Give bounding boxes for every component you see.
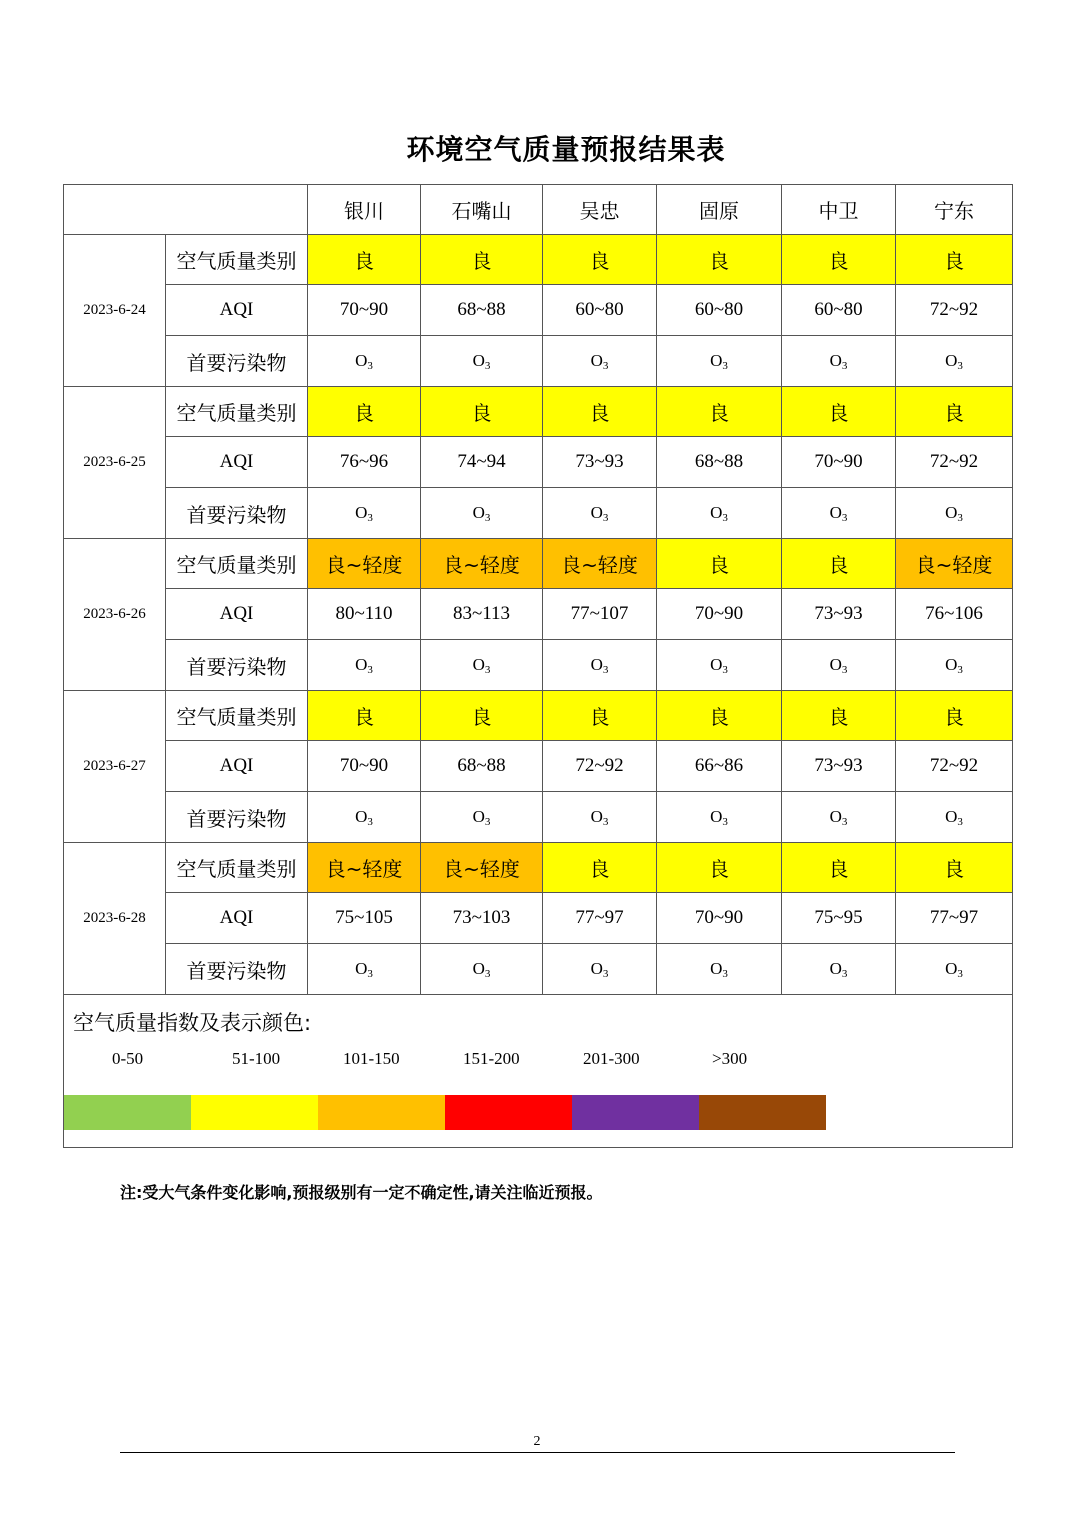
category-cell: 良~轻度 [308,843,421,893]
pollutant-symbol: O [710,350,723,370]
category-cell: 良 [896,691,1013,741]
category-cell: 良~轻度 [896,539,1013,589]
pollutant-cell [543,944,657,995]
footer-divider [120,1452,955,1453]
row-label-aqi: AQI [166,437,308,488]
pollutant-cell [896,336,1013,387]
pollutant-symbol: O [472,654,485,674]
category-cell: 良 [543,235,657,285]
aqi-cell: 72~92 [896,437,1013,488]
pollutant-cell [657,640,782,691]
pollutant-symbol: O [472,502,485,522]
city-header: 银川 [308,185,421,235]
pollutant-cell [782,488,896,539]
pollutant-symbol: O [355,502,368,522]
row-label-pollutant: 首要污染物 [166,488,308,539]
aqi-cell: 77~97 [543,893,657,944]
pollutant-symbol: O [710,654,723,674]
category-cell: 良 [421,387,543,437]
aqi-cell: 76~106 [896,589,1013,640]
legend-swatch [699,1095,826,1130]
pollutant-symbol: O [945,654,958,674]
legend-labels [64,1049,1012,1073]
pollutant-row [64,944,1013,995]
aqi-cell: 68~88 [657,437,782,488]
category-row [64,691,1013,741]
category-cell: 良~轻度 [421,539,543,589]
pollutant-symbol: O [590,502,603,522]
pollutant-symbol: O [945,350,958,370]
page-title: 环境空气质量预报结果表 [406,133,726,166]
header-row [64,185,1013,235]
pollutant-subscript: 3 [367,663,373,676]
aqi-cell: 74~94 [421,437,543,488]
pollutant-cell [421,336,543,387]
pollutant-cell [782,792,896,843]
pollutant-symbol: O [472,806,485,826]
pollutant-subscript: 3 [367,511,373,524]
row-label-category: 空气质量类别 [166,539,308,589]
city-header: 吴忠 [543,185,657,235]
pollutant-subscript: 3 [841,967,848,980]
pollutant-symbol: O [590,806,603,826]
pollutant-cell [421,488,543,539]
row-label-aqi: AQI [166,589,308,640]
city-header: 石嘴山 [421,185,543,235]
aqi-cell: 72~92 [896,285,1013,336]
category-cell: 良 [782,843,896,893]
aqi-cell: 72~92 [896,741,1013,792]
category-cell: 良 [308,691,421,741]
category-cell: 良 [543,843,657,893]
date-cell: 2023-6-25 [64,387,166,539]
pollutant-cell [543,336,657,387]
pollutant-subscript: 3 [484,359,491,372]
pollutant-cell [896,944,1013,995]
category-cell: 良 [782,691,896,741]
category-cell: 良 [896,843,1013,893]
pollutant-subscript: 3 [602,815,609,828]
pollutant-cell [421,944,543,995]
legend-swatch [318,1095,445,1130]
pollutant-subscript: 3 [602,663,609,676]
pollutant-subscript: 3 [957,815,963,828]
pollutant-subscript: 3 [367,359,373,372]
aqi-cell: 73~93 [782,741,896,792]
pollutant-symbol: O [829,350,842,370]
page-number: 2 [533,1434,541,1449]
category-cell: 良 [782,539,896,589]
pollutant-cell [896,792,1013,843]
pollutant-cell [543,488,657,539]
legend-range-label: 0-50 [112,1049,144,1068]
category-cell: 良 [421,691,543,741]
legend-range-label: 51-100 [232,1049,281,1068]
legend-range-label: >300 [712,1049,748,1068]
row-label-category: 空气质量类别 [166,843,308,893]
legend-range-label: 201-300 [583,1049,640,1068]
legend-range-label: 101-150 [343,1049,400,1068]
row-label-pollutant: 首要污染物 [166,640,308,691]
category-row [64,387,1013,437]
pollutant-subscript: 3 [957,663,963,676]
legend-swatch [445,1095,572,1130]
category-cell: 良 [896,235,1013,285]
city-header: 中卫 [782,185,896,235]
pollutant-cell [543,792,657,843]
pollutant-subscript: 3 [602,359,609,372]
pollutant-symbol: O [945,806,958,826]
aqi-cell: 73~93 [782,589,896,640]
pollutant-symbol: O [710,502,723,522]
category-cell: 良 [308,387,421,437]
forecast-table [63,184,1013,1148]
category-cell: 良 [657,539,782,589]
aqi-cell: 80~110 [308,589,421,640]
aqi-row [64,741,1013,792]
date-cell: 2023-6-27 [64,691,166,843]
aqi-cell: 60~80 [543,285,657,336]
legend-title: 空气质量指数及表示颜色: [73,1011,312,1035]
category-cell: 良 [657,235,782,285]
category-cell: 良 [543,387,657,437]
date-cell: 2023-6-28 [64,843,166,995]
legend-swatch [572,1095,699,1130]
aqi-cell: 76~96 [308,437,421,488]
aqi-cell: 60~80 [657,285,782,336]
footnote: 注:受大气条件变化影响,预报级别有一定不确定性,请关注临近预报。 [120,1183,603,1202]
pollutant-subscript: 3 [484,815,491,828]
category-cell: 良~轻度 [308,539,421,589]
pollutant-symbol: O [355,958,368,978]
aqi-cell: 75~105 [308,893,421,944]
category-cell: 良~轻度 [421,843,543,893]
aqi-row [64,285,1013,336]
date-cell: 2023-6-24 [64,235,166,387]
category-cell: 良 [543,691,657,741]
pollutant-symbol: O [355,654,368,674]
aqi-row [64,437,1013,488]
pollutant-symbol: O [590,654,603,674]
pollutant-cell [308,944,421,995]
pollutant-subscript: 3 [957,967,963,980]
row-label-pollutant: 首要污染物 [166,792,308,843]
pollutant-subscript: 3 [841,359,848,372]
row-label-aqi: AQI [166,285,308,336]
category-cell: 良 [308,235,421,285]
pollutant-subscript: 3 [841,663,848,676]
aqi-cell: 70~90 [308,741,421,792]
pollutant-cell [421,792,543,843]
legend-swatch [191,1095,318,1130]
legend-range-label: 151-200 [463,1049,520,1068]
aqi-cell: 68~88 [421,741,543,792]
category-cell: 良 [421,235,543,285]
pollutant-subscript: 3 [484,511,491,524]
category-row [64,843,1013,893]
pollutant-cell [782,944,896,995]
pollutant-row [64,336,1013,387]
pollutant-subscript: 3 [484,663,491,676]
aqi-cell: 77~97 [896,893,1013,944]
pollutant-subscript: 3 [602,967,609,980]
row-label-pollutant: 首要污染物 [166,944,308,995]
aqi-cell: 83~113 [421,589,543,640]
aqi-cell: 68~88 [421,285,543,336]
pollutant-subscript: 3 [367,815,373,828]
pollutant-symbol: O [829,806,842,826]
pollutant-row [64,640,1013,691]
aqi-cell: 70~90 [657,893,782,944]
pollutant-symbol: O [472,350,485,370]
row-label-category: 空气质量类别 [166,235,308,285]
row-label-aqi: AQI [166,893,308,944]
legend-swatch [64,1095,191,1130]
pollutant-symbol: O [590,958,603,978]
pollutant-symbol: O [710,806,723,826]
pollutant-symbol: O [355,806,368,826]
aqi-cell: 60~80 [782,285,896,336]
aqi-cell: 73~103 [421,893,543,944]
pollutant-cell [657,336,782,387]
pollutant-cell [782,640,896,691]
aqi-cell: 75~95 [782,893,896,944]
pollutant-cell [896,488,1013,539]
aqi-row [64,589,1013,640]
aqi-cell: 73~93 [543,437,657,488]
aqi-row [64,893,1013,944]
category-row [64,235,1013,285]
category-cell: 良~轻度 [543,539,657,589]
pollutant-cell [657,944,782,995]
pollutant-subscript: 3 [722,663,728,676]
pollutant-symbol: O [590,350,603,370]
pollutant-symbol: O [472,958,485,978]
pollutant-symbol: O [710,958,723,978]
pollutant-symbol: O [829,502,842,522]
aqi-cell: 72~92 [543,741,657,792]
pollutant-symbol: O [355,350,368,370]
pollutant-subscript: 3 [957,511,963,524]
pollutant-cell [782,336,896,387]
pollutant-cell [896,640,1013,691]
pollutant-cell [421,640,543,691]
pollutant-subscript: 3 [957,359,963,372]
aqi-cell: 70~90 [657,589,782,640]
pollutant-row [64,488,1013,539]
category-cell: 良 [782,387,896,437]
category-row [64,539,1013,589]
row-label-aqi: AQI [166,741,308,792]
category-cell: 良 [657,843,782,893]
aqi-cell: 77~107 [543,589,657,640]
aqi-cell: 66~86 [657,741,782,792]
city-header: 宁东 [896,185,1013,235]
pollutant-cell [308,336,421,387]
pollutant-symbol: O [945,502,958,522]
category-cell: 良 [896,387,1013,437]
pollutant-subscript: 3 [722,815,728,828]
pollutant-cell [543,640,657,691]
pollutant-cell [308,792,421,843]
pollutant-subscript: 3 [484,967,491,980]
row-label-category: 空气质量类别 [166,387,308,437]
row-label-category: 空气质量类别 [166,691,308,741]
city-header: 固原 [657,185,782,235]
pollutant-symbol: O [829,654,842,674]
pollutant-cell [657,792,782,843]
pollutant-subscript: 3 [602,511,609,524]
pollutant-cell [308,488,421,539]
pollutant-symbol: O [829,958,842,978]
row-label-pollutant: 首要污染物 [166,336,308,387]
pollutant-subscript: 3 [722,967,728,980]
pollutant-subscript: 3 [722,511,728,524]
date-cell: 2023-6-26 [64,539,166,691]
pollutant-subscript: 3 [841,815,848,828]
category-cell: 良 [782,235,896,285]
pollutant-cell [657,488,782,539]
aqi-cell: 70~90 [782,437,896,488]
header-blank [64,185,308,235]
pollutant-subscript: 3 [367,967,373,980]
aqi-cell: 70~90 [308,285,421,336]
pollutant-subscript: 3 [722,359,728,372]
pollutant-symbol: O [945,958,958,978]
pollutant-cell [308,640,421,691]
pollutant-row [64,792,1013,843]
category-cell: 良 [657,387,782,437]
category-cell: 良 [657,691,782,741]
pollutant-subscript: 3 [841,511,848,524]
